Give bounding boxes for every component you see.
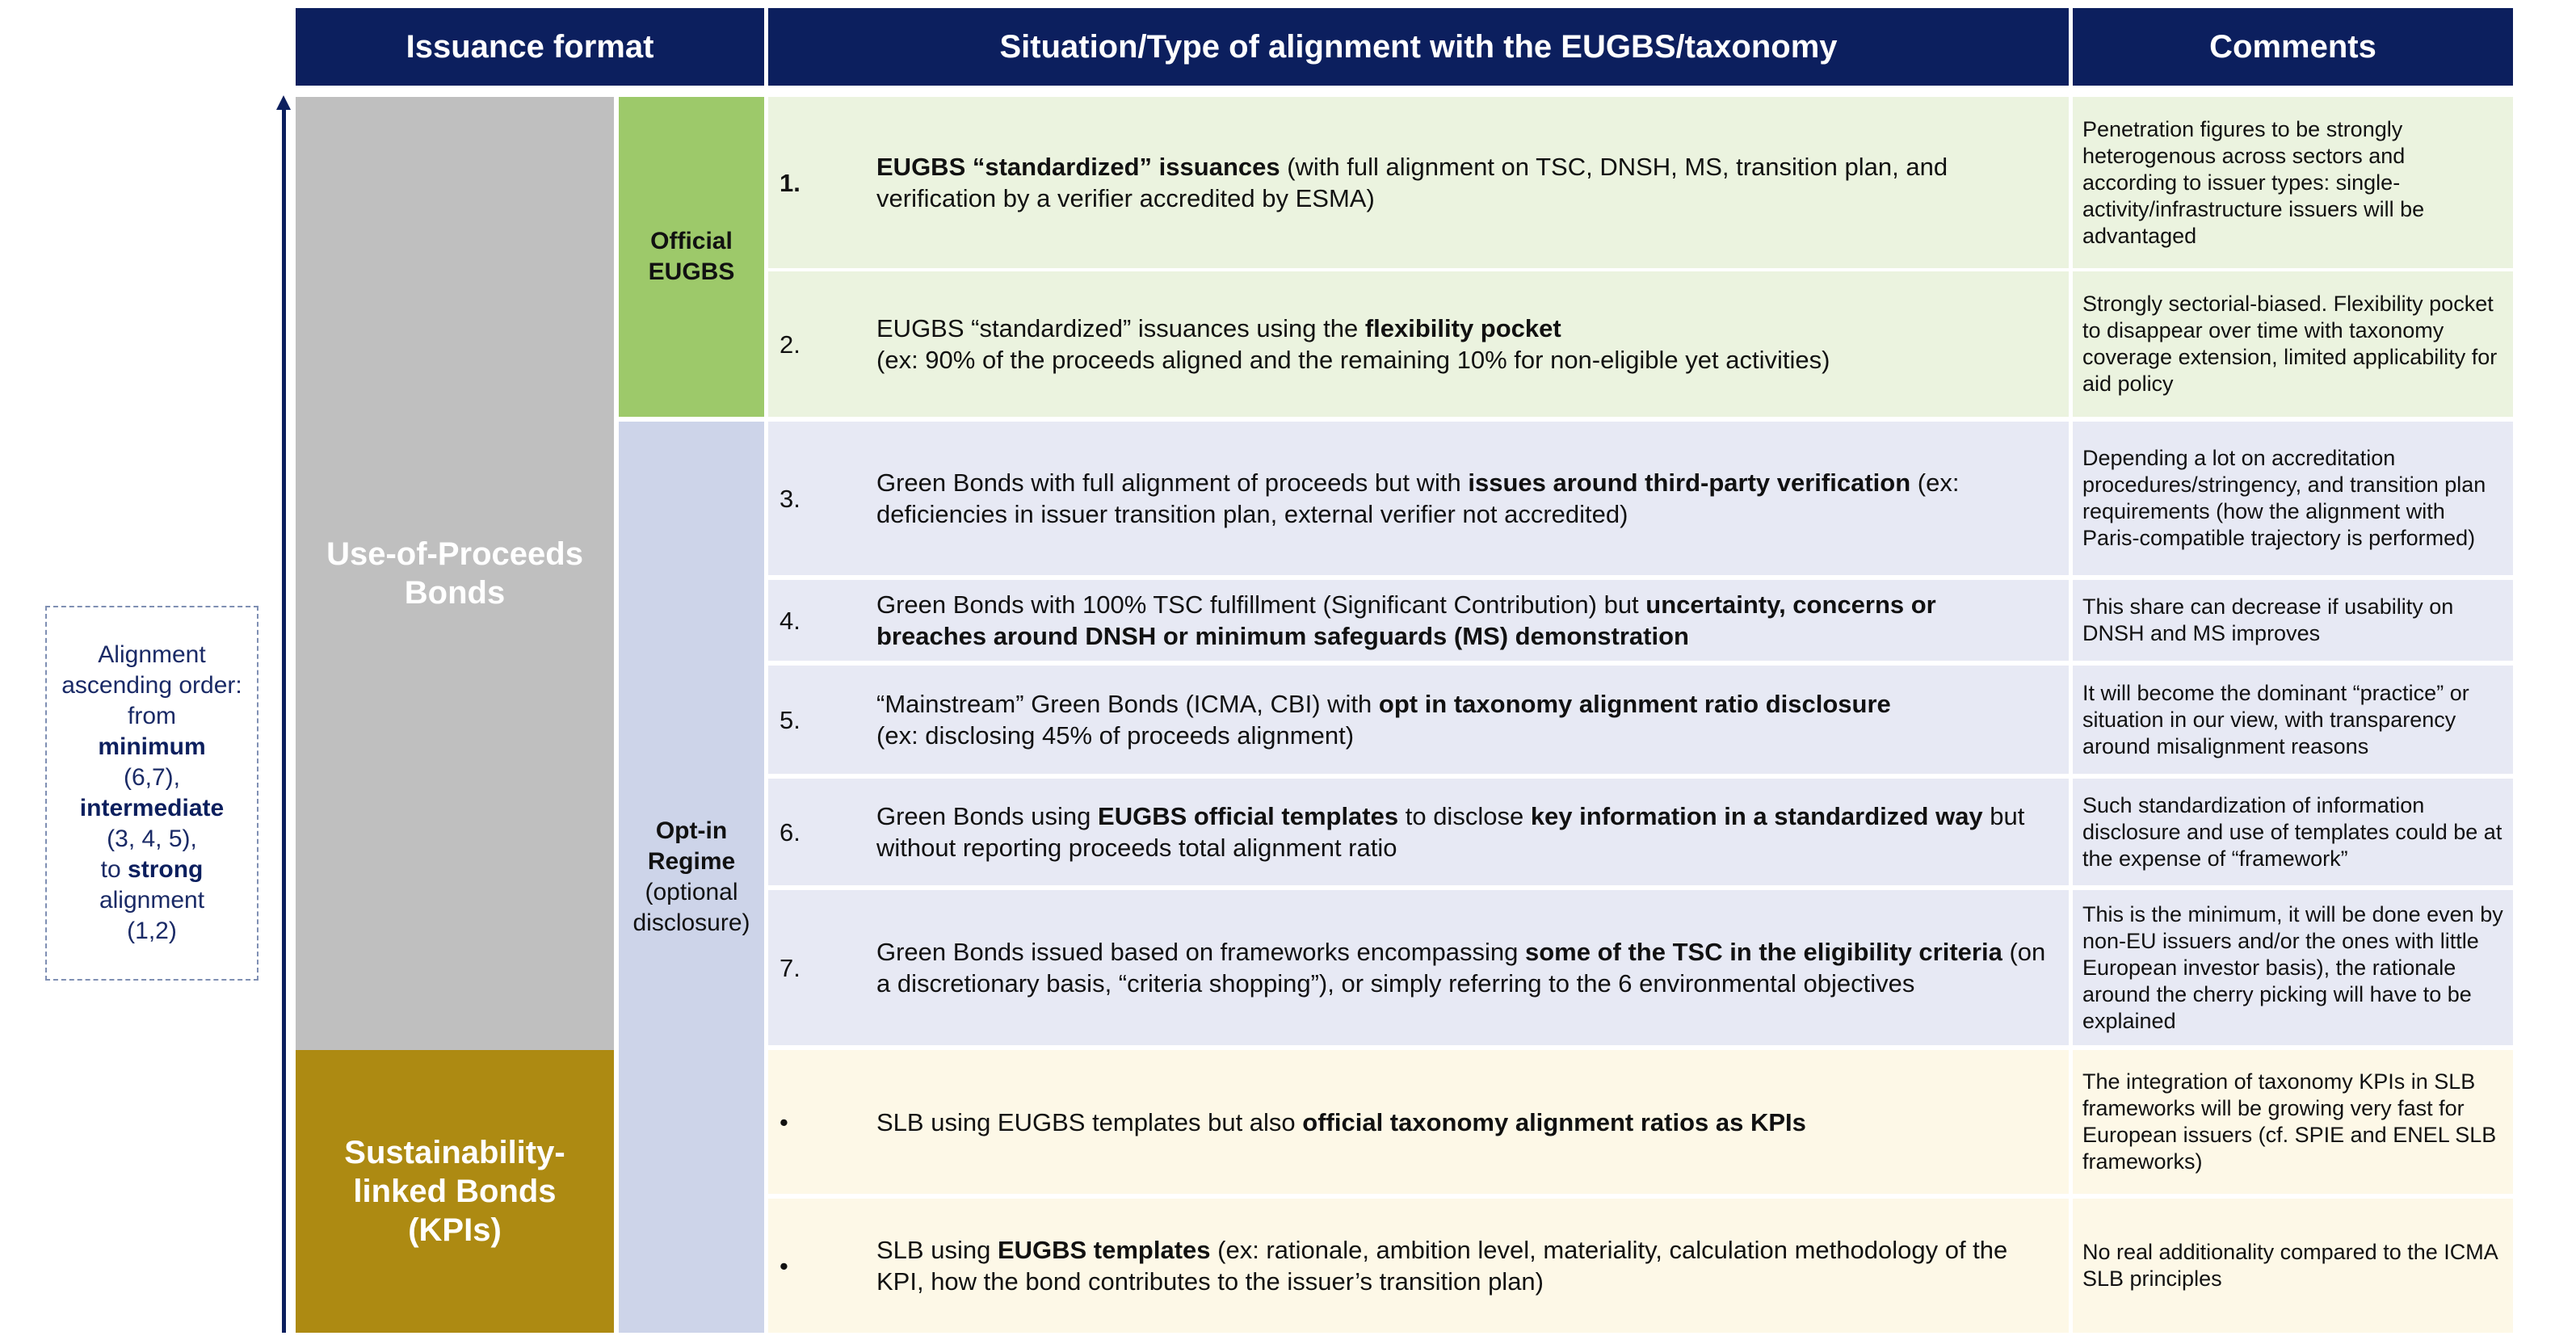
row-desc	[768, 271, 2069, 417]
row-description: SLB using EUGBS templates (ex: rationale, ambition level, materiality, calculation methodology of the KPI, how the bond contributes to the issuer’s transition plan)	[876, 1236, 2008, 1296]
row-number: •	[780, 1251, 788, 1280]
legend-to: to	[100, 856, 121, 883]
row-comment: The integration of taxonomy KPIs in SLB frameworks will be growing very fast for European issuers (cf. SPIE and ENEL SLB frameworks)	[2073, 1050, 2513, 1194]
header-comments: Comments	[2073, 8, 2513, 86]
row-number: •	[780, 1107, 788, 1136]
row-comment: Strongly sectorial-biased. Flexibility pocket to disappear over time with taxonomy coverage extension, limited applicability for aid policy	[2073, 271, 2513, 417]
subcategory-opt-in-regime	[619, 422, 764, 1333]
row-comment: This share can decrease if usability on DNSH and MS improves	[2073, 580, 2513, 661]
row-desc	[768, 422, 2069, 575]
subcategory-official-eugbs: Official EUGBS	[619, 97, 764, 417]
legend-intermediate: intermediate	[79, 795, 225, 821]
row-desc	[768, 666, 2069, 774]
row-desc	[768, 779, 2069, 885]
row-description: Green Bonds with 100% TSC fulfillment (Significant Contribution) but uncertainty, concerns or breaches around DNSH or minimum safeguards (MS) demonstration	[876, 590, 1936, 650]
ascending-arrow-line	[282, 107, 286, 1333]
row-description: SLB using EUGBS templates but also official taxonomy alignment ratios as KPIs	[876, 1107, 1806, 1136]
row-desc	[768, 580, 2069, 661]
legend-alignment: alignment	[99, 887, 205, 914]
legend-intermediate-nums: (3, 4, 5),	[107, 825, 197, 852]
row-comment: Penetration figures to be strongly heterogenous across sectors and according to issuer types: single-activity/infrastructure issuers will be advantaged	[2073, 97, 2513, 268]
opt-in-subtitle: (optional disclosure)	[632, 879, 750, 936]
row-number: 3.	[780, 484, 801, 513]
row-description: Green Bonds using EUGBS official templates to disclose key information in a standardized way but without reporting proceeds total alignment ratio	[876, 802, 2025, 862]
legend-from: from	[128, 703, 176, 729]
arrow-up-icon	[276, 95, 291, 110]
category-sustainability-linked: Sustainability-linked Bonds (KPIs)	[296, 1050, 614, 1333]
row-comment: No real additionality compared to the ICMA SLB principles	[2073, 1199, 2513, 1333]
header-situation: Situation/Type of alignment with the EUGBS/taxonomy	[768, 8, 2069, 86]
row-comment: Such standardization of information disclosure and use of templates could be at the expense of “framework”	[2073, 779, 2513, 885]
row-desc	[768, 890, 2069, 1045]
row-description: Green Bonds with full alignment of proceeds but with issues around third-party verification (ex: deficiencies in issuer transition plan, external verifier not accredited)	[876, 468, 1960, 528]
row-description: EUGBS “standardized” issuances using the flexibility pocket (ex: 90% of the proceeds aligned and the remaining 10% for non-eligible yet activities)	[876, 314, 1830, 374]
row-desc	[768, 1050, 2069, 1194]
row-description: EUGBS “standardized” issuances (with full alignment on TSC, DNSH, MS, transition plan, and verification by a verifier accredited by ESMA)	[876, 153, 1948, 212]
legend-strong-nums: (1,2)	[127, 918, 177, 944]
row-number: 2.	[780, 330, 801, 359]
row-number: 7.	[780, 953, 801, 982]
alignment-legend	[45, 606, 258, 981]
legend-minimum: minimum	[98, 733, 206, 760]
legend-line1: Alignment ascending order:	[61, 641, 242, 699]
row-comment: It will become the dominant “practice” or situation in our view, with transparency around misalignment reasons	[2073, 666, 2513, 774]
row-desc	[768, 1199, 2069, 1333]
row-comment: Depending a lot on accreditation procedures/stringency, and transition plan requirements (how the alignment with Paris-compatible trajectory is performed)	[2073, 422, 2513, 575]
row-number: 4.	[780, 606, 801, 635]
row-number: 5.	[780, 705, 801, 734]
header-issuance-format: Issuance format	[296, 8, 764, 86]
row-comment: This is the minimum, it will be done even by non-EU issuers and/or the ones with little European investor basis), the rationale around the cherry picking will have to be explained	[2073, 890, 2513, 1045]
legend-minimum-nums: (6,7),	[123, 764, 181, 791]
row-number: 6.	[780, 817, 801, 846]
opt-in-title: Opt-in Regime	[647, 817, 736, 875]
row-description: Green Bonds issued based on frameworks encompassing some of the TSC in the eligibility criteria (on a discretionary basis, “criteria shopping”), or simply referring to the 6 environmental objectives	[876, 938, 2046, 998]
row-description: “Mainstream” Green Bonds (ICMA, CBI) with opt in taxonomy alignment ratio disclosure (ex: disclosing 45% of proceeds alignment)	[876, 690, 1891, 750]
row-desc	[768, 97, 2069, 268]
row-number: 1.	[780, 168, 801, 197]
category-use-of-proceeds: Use-of-Proceeds Bonds	[296, 97, 614, 1050]
legend-strong: strong	[128, 856, 204, 883]
